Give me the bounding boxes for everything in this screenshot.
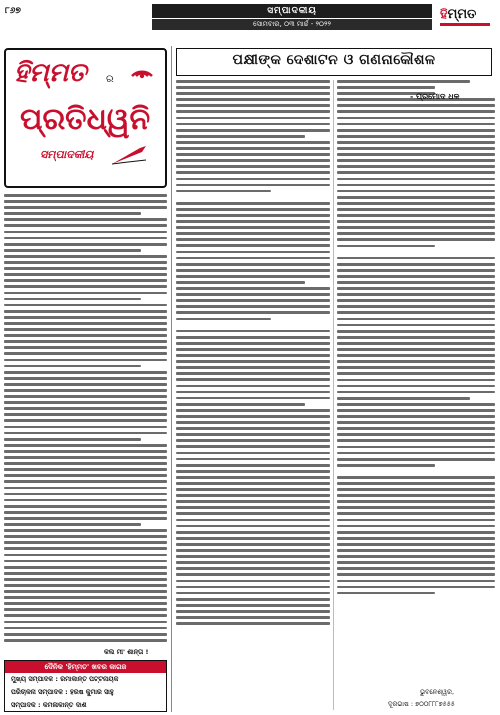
left-column [4, 48, 167, 712]
editor-line: ସମ୍ପାଦକ : କମଳାକାନ୍ତ ଦାଶ [11, 701, 87, 709]
logo-underline [440, 23, 490, 26]
quill-pen-icon [110, 144, 150, 166]
newspaper-logo [440, 3, 496, 30]
managing-editor-line: ପରିଚାଳନା ସମ୍ପାଦକ : ହରଷ କୁମାର ସାହୁ [11, 688, 114, 696]
page-number: ୮୬୭ [5, 6, 21, 16]
masthead-subtitle: ସମ୍ପାଦକୀୟ [40, 148, 94, 161]
article-byline: - ପ୍ରମୋଦ ଧଳ [410, 92, 460, 101]
staff-credits-title: ଦୈନିକ 'ହିମ୍ମତ' ଖବର କାଗଜ [5, 661, 166, 673]
author-phone: ଦୂରଭାଷ : ୭୦୦୮୮୮୭୫୫୫ [388, 700, 455, 708]
page-header [0, 0, 500, 34]
article-headline-box [176, 48, 492, 76]
column-masthead [4, 48, 167, 188]
article-headline: ପକ୍ଷୀଙ୍କ ଦେଶାଟନ ଓ ଗଣନାକୌଶଳ [232, 52, 436, 68]
article-column-divider [333, 80, 334, 710]
logo-text-black: ମ୍ମତ [447, 7, 477, 22]
author-place: ଭୁବନେଶ୍ୱର, [420, 688, 455, 696]
left-column-body [4, 194, 167, 644]
article-column-2 [337, 80, 495, 712]
staff-credits-box [4, 660, 167, 712]
section-title: ସମ୍ପାଦକୀୟ [152, 4, 432, 18]
masthead-connector: ର [106, 74, 114, 85]
date-line: ସୋମବାର, ୦୩ ମାର୍ଚ୍ଚ - ୨୦୨୨ [152, 19, 432, 30]
left-column-signoff: କଲ ମୀ' ଶାନ୍ତା ! [104, 648, 149, 656]
masthead-title-line1: ହିମ୍ମତ [14, 58, 87, 88]
masthead-title-line2: ପ୍ରତିଧ୍ୱନି [20, 102, 151, 137]
signal-icon [128, 58, 156, 80]
logo-text-red: ହି [440, 7, 448, 22]
column-divider [171, 46, 172, 712]
chief-editor-line: ମୁଖ୍ୟ ସମ୍ପାଦକ : ରମାକାନ୍ତ ପଟ୍ଟନାୟକ [11, 675, 119, 683]
article-column-1 [176, 80, 330, 712]
